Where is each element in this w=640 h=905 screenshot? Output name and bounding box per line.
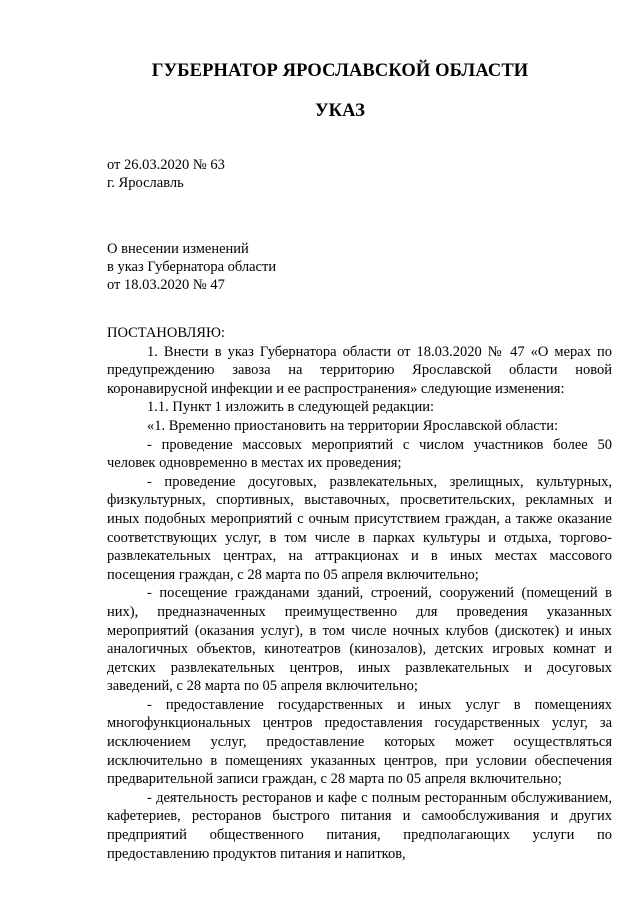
authority-heading: ГУБЕРНАТОР ЯРОСЛАВСКОЙ ОБЛАСТИ — [151, 61, 529, 81]
paragraph: - предоставление государственных и иных услуг в помещениях многофункциональных центров предоставления государственных услуг, за исключением услуг, предоставление которых может осуществляться исключительно в помещениях указанных центров, при условии обеспечения предварительной записи граждан, с 28 марта по 05 апреля включительно; — [107, 696, 612, 788]
paragraph: - деятельность ресторанов и кафе с полным ресторанным обслуживанием, кафетериев, ресторанов быстрого питания и самообслуживания и других предприятий общественного питания, предполагающих услуги по предоставлению продуктов питания и напитков, — [107, 789, 612, 862]
paragraph: - проведение массовых мероприятий с числом участников более 50 человек одновременно в местах их проведения; — [107, 436, 612, 472]
document-type-heading: УКАЗ — [314, 101, 366, 121]
resolve-word: ПОСТАНОВЛЯЮ: — [107, 325, 225, 341]
document-body — [107, 324, 612, 863]
subject-line-2: в указ Губернатора области — [107, 259, 277, 275]
paragraph: - посещение гражданами зданий, строений, сооружений (помещений в них), предназначенных преимущественно для проведения указанных мероприятий (оказания услуг), в том числе ночных клубов (дискотек) и иных аналогичных объектов, кинотеатров (кинозалов), детских игровых комнат и детских развлекательных центров, иных развлекательных и досуговых заведений, с 28 марта по 05 апреля включительно; — [107, 585, 612, 695]
paragraph: 1.1. Пункт 1 изложить в следующей редакции: — [147, 399, 435, 416]
paragraph: 1. Внести в указ Губернатора области от 18.03.2020 № 47 «О мерах по предупреждению завоза на территорию Ярославской области новой коронавирусной инфекции и ее распространения» следующие изменения: — [107, 343, 612, 397]
city: г. Ярославль — [107, 175, 184, 191]
subject-line-3: от 18.03.2020 № 47 — [107, 277, 225, 293]
date-number: от 26.03.2020 № 63 — [107, 157, 225, 173]
paragraph: «1. Временно приостановить на территории Ярославской области: — [147, 417, 558, 434]
subject-line-1: О внесении изменений — [107, 241, 249, 257]
paragraph: - проведение досуговых, развлекательных, зрелищных, культурных, физкультурных, спортивных, выставочных, просветительских, рекламных и иных подобных мероприятий с очным присутствием граждан, а также оказание соответствующих услуг, в том числе в парках культуры и отдыха, торгово-развлекательных центрах, на аттракционах и в иных местах массового посещения граждан, с 28 марта по 05 апреля включительно; — [107, 473, 612, 583]
